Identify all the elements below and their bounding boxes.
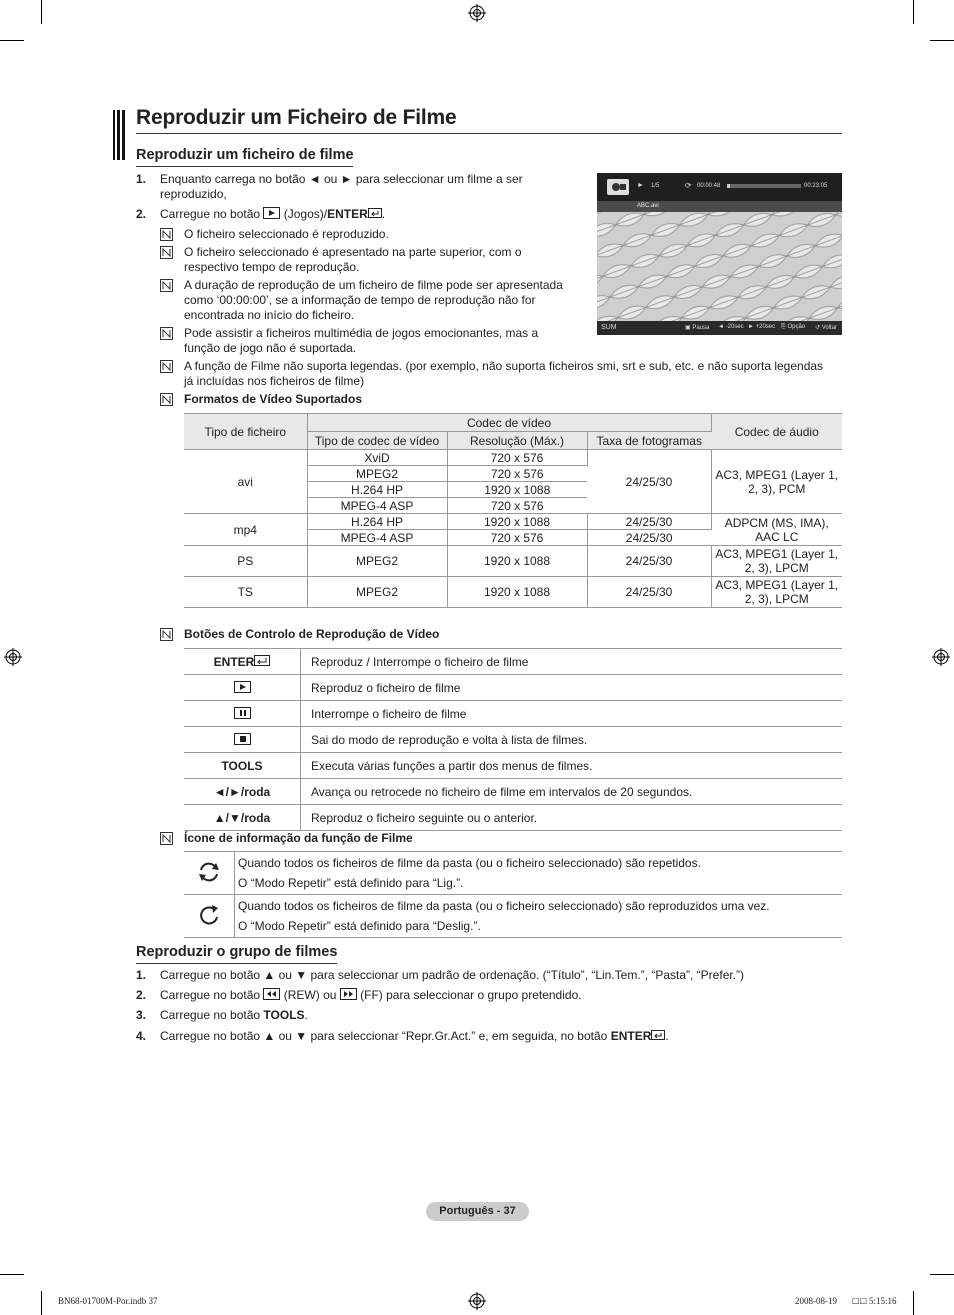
header-resolution: Resolução (Máx.) [447, 432, 587, 450]
screen-button-bar [597, 321, 842, 335]
progress-bar[interactable] [727, 184, 801, 188]
registration-mark-icon [932, 648, 950, 666]
crop-mark [930, 40, 954, 41]
print-date: 2008-08-19 [795, 1296, 837, 1306]
header-file-type: Tipo de ficheiro [184, 414, 307, 450]
note-icon [160, 628, 173, 641]
step-number: 2. [136, 988, 147, 1002]
heading-underline [136, 166, 353, 167]
table-row: Quando todos os ficheiros de filme da pasta (ou o ficheiro seleccionado) são repetidos. O “Modo Repetir” está definido para “Lig.”. [184, 852, 842, 895]
crop-mark [930, 1274, 954, 1275]
controls-label: Botões de Controlo de Reprodução de Vídeo [184, 627, 440, 641]
table-row: Reproduz o ficheiro de filme [184, 675, 842, 701]
step-number: 4. [136, 1029, 147, 1043]
header-video-codec: Codec de vídeo [307, 414, 711, 432]
step-text: Carregue no botão TOOLS. [160, 1008, 308, 1022]
repeat-icon: ⟳ [685, 181, 692, 190]
step-text: Carregue no botão (Jogos)/ENTER . [160, 207, 386, 221]
formats-label: Formatos de Vídeo Suportados [184, 392, 363, 406]
note-text: Pode assistir a ficheiros multimédia de jogos emocionantes, mas a função de jogo não é suportada. [184, 326, 539, 355]
movie-icon [607, 179, 629, 195]
header-audio-codec: Codec de áudio [711, 414, 842, 450]
crop-mark [41, 0, 42, 24]
section-heading: Reproduzir um ficheiro de filme [136, 147, 354, 163]
enter-key: ENTER [184, 649, 301, 675]
step-number: 2. [136, 207, 147, 221]
pause-key-icon [234, 707, 251, 719]
page-title: Reproduzir um Ficheiro de Filme [136, 106, 457, 129]
stop-key-icon [234, 733, 251, 745]
note-icon [160, 832, 173, 845]
note-icon [160, 360, 173, 373]
screen-info-bar [597, 173, 842, 201]
option-hint: ⎘ Opção [781, 324, 806, 330]
repeat-all-icon [196, 860, 222, 884]
step-text: Carregue no botão (REW) ou (FF) para seleccionar o grupo pretendido. [160, 988, 582, 1002]
total-time: 00:23:05 [804, 183, 828, 189]
repeat-once-icon [196, 903, 222, 927]
enter-icon [368, 208, 382, 218]
note-icon [160, 279, 173, 292]
section-heading: Reproduzir o grupo de filmes [136, 944, 338, 960]
rewind-key-icon [263, 988, 280, 1000]
print-time: 5:15:16 [869, 1296, 897, 1306]
filename-bar: ABC.avi [597, 201, 842, 212]
crop-mark [0, 40, 24, 41]
table-row: PS MPEG2 1920 x 1088 24/25/30 AC3, MPEG1 (Layer 1, 2, 3), LPCM [184, 546, 842, 577]
crop-mark [41, 1291, 42, 1315]
table-row: avi XviD 720 x 576 24/25/30 AC3, MPEG1 (Layer 1, 2, 3), PCM [184, 450, 842, 466]
file-counter: 1/5 [651, 183, 660, 189]
step-number: 3. [136, 1008, 147, 1022]
icons-label: Ícone de informação da função de Filme [184, 831, 413, 845]
table-row: ▲/▼/roda Reproduz o ficheiro seguinte ou o anterior. [184, 805, 842, 831]
registration-mark-icon [4, 648, 22, 666]
pause-hint: ▣ Pausa [685, 325, 710, 331]
heading-underline [136, 963, 337, 964]
note-text: A duração de reprodução de um ficheiro de filme pode ser apresentada como ‘00:00:00’, se a informação de tempo de reprodução não for encontrada no início do ficheiro. [184, 278, 563, 322]
note-text: O ficheiro seleccionado é apresentado na parte superior, com o respectivo tempo de reprodução. [184, 245, 522, 274]
play-key-icon [263, 207, 280, 219]
table-row: Quando todos os ficheiros de filme da pasta (ou o ficheiro seleccionado) são reproduzidos uma vez. O “Modo Repetir” está definido para “Deslig.”. [184, 895, 842, 938]
video-formats-table [184, 413, 842, 608]
back-hint: ↺ Voltar [815, 325, 838, 331]
table-row: mp4 H.264 HP 1920 x 1088 24/25/30 ADPCM (MS, IMA), AAC LC [184, 514, 842, 530]
registration-mark-icon [468, 1292, 486, 1310]
note-icon [160, 228, 173, 241]
table-row: Sai do modo de reprodução e volta à lista de filmes. [184, 727, 842, 753]
play-status-icon: ► [637, 182, 644, 189]
table-row: H.264 HP 1920 x 1088 [184, 482, 842, 498]
rewind-hint: ◄ -20sec [718, 324, 744, 330]
sum-label: SUM [601, 324, 617, 331]
step-number: 1. [136, 968, 147, 982]
page-number-badge: Português - 37 [426, 1202, 529, 1221]
playback-controls-table [184, 648, 842, 831]
enter-icon [254, 655, 270, 666]
header-frame-rate: Taxa de fotogramas [587, 432, 711, 450]
elapsed-time: 00:00:48 [697, 183, 721, 189]
header-codec-type: Tipo de codec de vídeo [307, 432, 447, 450]
table-row: MPEG2 720 x 576 [184, 466, 842, 482]
table-row: Interrompe o ficheiro de filme [184, 701, 842, 727]
forward-hint: ► +20sec [748, 324, 776, 330]
note-icon [160, 327, 173, 340]
note-text: A função de Filme não suporta legendas. (por exemplo, não suporta ficheiros smi, srt e sub, etc. e não suporta legendas já incluídas nos ficheiros de filme) [184, 359, 824, 388]
table-row: TOOLS Executa várias funções a partir dos menus de filmes. [184, 753, 842, 779]
note-icon [160, 393, 173, 406]
crop-mark [913, 0, 914, 24]
crop-mark [0, 1274, 24, 1275]
function-icons-table [184, 851, 842, 938]
table-row: MPEG-4 ASP 720 x 576 [184, 498, 842, 514]
table-row: ◄/►/roda Avança ou retrocede no ficheiro de filme em intervalos de 20 segundos. [184, 779, 842, 805]
title-rule [136, 133, 842, 134]
step-text: Enquanto carrega no botão ◄ ou ► para seleccionar um filme a ser reproduzido, [160, 172, 523, 201]
step-number: 1. [136, 172, 147, 186]
crop-mark [913, 1291, 914, 1315]
fast-forward-key-icon [340, 988, 357, 1000]
step-text: Carregue no botão ▲ ou ▼ para seleccionar “Repr.Gr.Act.” e, em seguida, no botão ENTER . [160, 1029, 669, 1043]
note-icon [160, 246, 173, 259]
table-row: TS MPEG2 1920 x 1088 24/25/30 AC3, MPEG1 (Layer 1, 2, 3), LPCM [184, 577, 842, 608]
print-file-info: BN68-01700M-Por.indb 37 [58, 1296, 158, 1306]
play-key-icon [234, 681, 251, 693]
step-text: Carregue no botão ▲ ou ▼ para seleccionar um padrão de ordenação. (“Título”, “Lin.Tem.”, “Pasta”, “Prefer.”) [160, 968, 745, 982]
table-row: MPEG-4 ASP 720 x 576 24/25/30 [184, 530, 842, 546]
registration-mark-icon [468, 4, 486, 22]
title-decoration [113, 110, 125, 160]
table-row: ENTER Reproduz / Interrompe o ficheiro de filme [184, 649, 842, 675]
note-text: O ficheiro seleccionado é reproduzido. [184, 227, 389, 241]
print-glyphs: □□ [852, 1296, 868, 1305]
enter-icon [651, 1030, 665, 1040]
movie-playback-screenshot [597, 173, 842, 335]
